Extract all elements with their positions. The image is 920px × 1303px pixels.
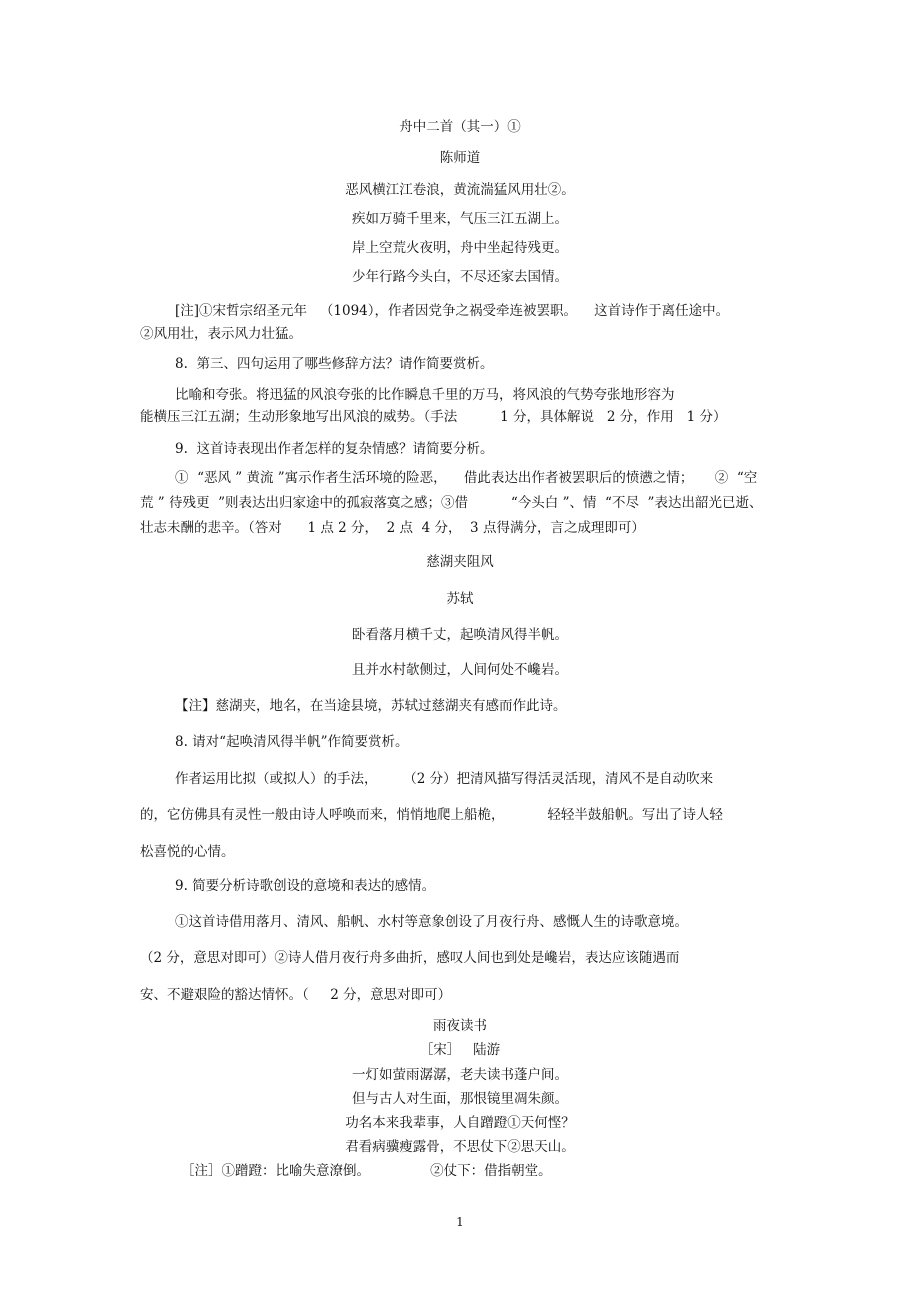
poem2-note: 【注】慈湖夹，地名，在当途县境，苏轼过慈湖夹有感而作此诗。 — [175, 698, 567, 714]
poem3-verse-4: 君看病骥瘦露骨，不思仗下②思天山。 — [345, 1139, 575, 1155]
poem2-title: 慈湖夹阻风 — [426, 554, 494, 570]
poem3-title: 雨夜读书 — [433, 1018, 487, 1034]
poem1-answer-9-line-1: ① “恶风 ” 黄流 ”寓示作者生活环境的险恶， 借此表达出作者被罢职后的愤懑之情； ② “空 — [175, 470, 758, 486]
poem3-verse-2: 但与古人对生面，那恨镜里凋朱颜。 — [352, 1091, 568, 1107]
poem2-answer-8-line-2: 的，它仿佛具有灵性一般由诗人呼唤而来，悄悄地爬上船桅， 轻轻半鼓船帆。写出了诗人轻 — [140, 807, 723, 823]
poem1-title: 舟中二首（其一）① — [399, 119, 521, 135]
poem1-note-line-2: ②风用壮，表示风力壮猛。 — [140, 326, 302, 342]
poem3-verse-3: 功名本来我辈事，人自蹭蹬①天何悭？ — [345, 1115, 575, 1131]
poem1-author: 陈师道 — [439, 150, 481, 166]
page-number: 1 — [456, 1215, 464, 1229]
poem3-note: ［注］①蹭蹬：比喻失意潦倒。 ②仗下：借指朝堂。 — [181, 1163, 552, 1179]
poem2-verse-1: 卧看落月横千丈，起唤清风得半帆。 — [352, 627, 568, 643]
poem2-author: 苏轼 — [446, 591, 474, 607]
poem1-verse-2: 疾如万骑千里来，气压三江五湖上。 — [352, 211, 568, 227]
poem2-question-8: 8. 请对“起唤清风得半帆”作简要赏析。 — [175, 734, 409, 750]
poem1-verse-1: 恶风横江江卷浪，黄流湍猛风用壮②。 — [345, 182, 575, 198]
poem2-answer-8-line-1: 作者运用比拟（或拟人）的手法， （2 分）把清风描写得活灵活现，清风不是自动吹来 — [175, 771, 714, 787]
poem2-answer-9-line-2: （2 分，意思对即可）②诗人借月夜行舟多曲折，感叹人间也到处是巉岩，表达应该随遇而 — [140, 950, 680, 966]
poem3-author: ［宋］ 陆游 — [419, 1042, 501, 1058]
poem2-answer-9-line-1: ①这首诗借用落月、清风、船帆、水村等意象创设了月夜行舟、感慨人生的诗歌意境。 — [175, 914, 688, 930]
poem2-answer-9-line-3: 安、不避艰险的豁达情怀。（ 2 分，意思对即可） — [140, 987, 452, 1003]
poem1-verse-4: 少年行路今头白，不尽还家去国情。 — [352, 269, 568, 285]
poem3-verse-1: 一灯如萤雨潺潺，老夫读书蓬户间。 — [352, 1067, 568, 1083]
poem2-question-9: 9. 简要分析诗歌创设的意境和表达的感情。 — [175, 878, 436, 894]
poem1-question-9: 9. 这首诗表现出作者怎样的复杂情感？请简要分析。 — [175, 441, 494, 457]
poem2-answer-8-line-3: 松喜悦的心情。 — [140, 844, 235, 860]
poem1-verse-3: 岸上空荒火夜明，舟中坐起待残更。 — [352, 240, 568, 256]
poem1-answer-9-line-3: 壮志未酬的悲辛。（答对 1 点 2 分， 2 点 4 分， 3 点得满分，言之成理即可） — [140, 520, 645, 536]
poem1-answer-8-line-1: 比喻和夸张。将迅猛的风浪夸张的比作瞬息千里的万马，将风浪的气势夸张地形容为 — [175, 387, 675, 403]
poem1-note-line-1: [注]①宋哲宗绍圣元年 （1094），作者因党争之祸受牵连被罢职。 这首诗作于离任途中。 — [175, 303, 730, 319]
poem1-answer-8-line-2: 能横压三江五湖；生动形象地写出风浪的威势。（手法 1 分，具体解说 2 分，作用 1 分） — [140, 409, 727, 425]
poem1-answer-9-line-2: 荒 ” 待残更 ”则表达出归家途中的孤寂落寞之感；③借 “今头白 ”、情 “不尽 ”表达出韶光已逝、 — [140, 495, 763, 511]
poem1-question-8: 8. 第三、四句运用了哪些修辞方法？请作简要赏析。 — [175, 356, 494, 372]
poem2-verse-2: 且并水村欹侧过，人间何处不巉岩。 — [352, 662, 568, 678]
